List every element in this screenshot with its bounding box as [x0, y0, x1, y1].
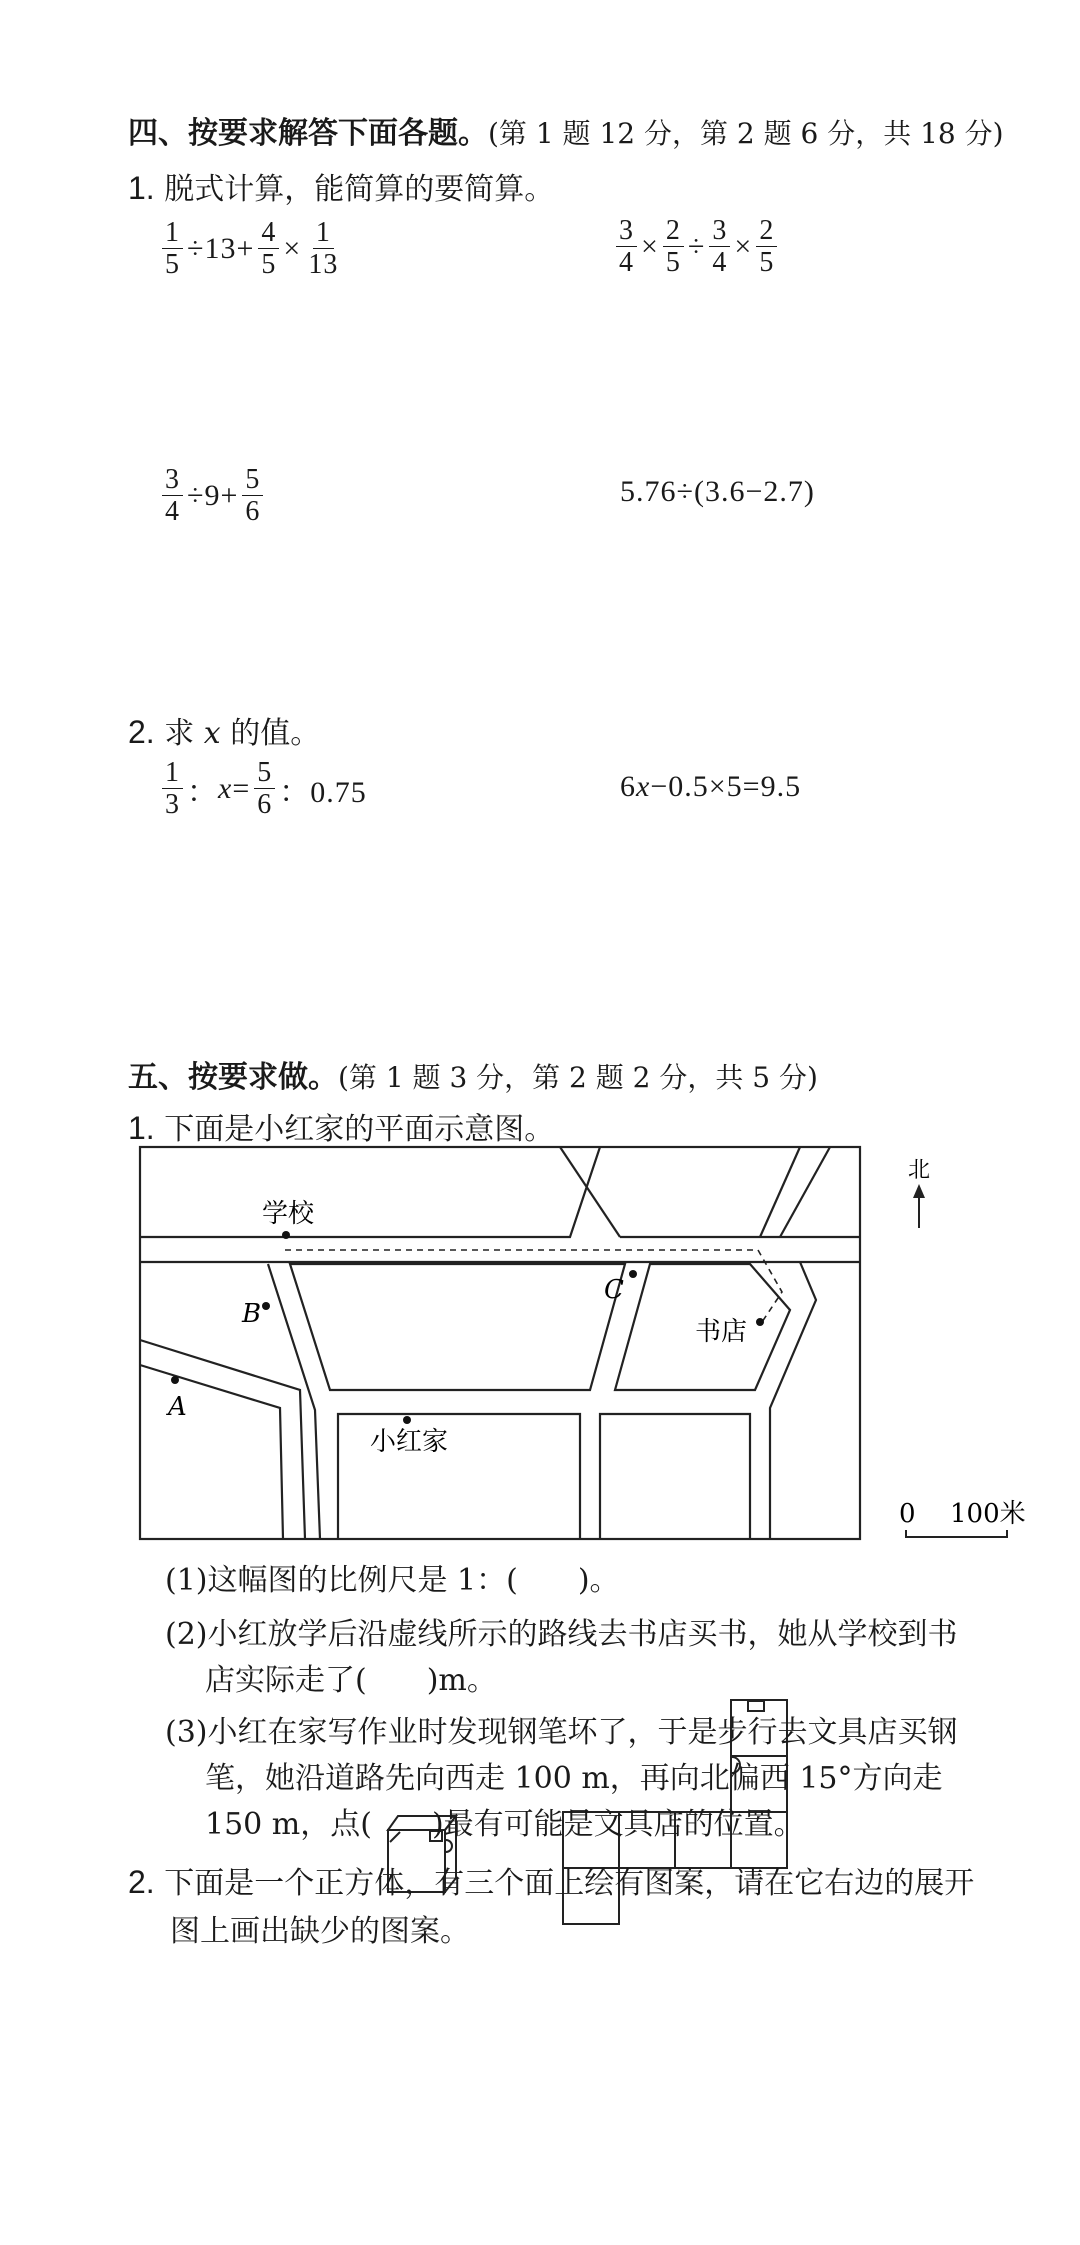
s4-q2-var: x — [203, 716, 221, 751]
s4-q1-number: 1. — [128, 170, 155, 206]
s5-q1-sub1: (1)这幅图的比例尺是 1：( )。 — [165, 1563, 620, 1598]
expr-text: 5.76÷(3.6−2.7) — [620, 475, 815, 508]
s4-q2-text-pre: 求 — [164, 716, 195, 751]
numerator: 3 — [709, 216, 730, 247]
school-dot — [282, 1231, 290, 1239]
north-arrow-icon — [913, 1184, 925, 1228]
numerator: 5 — [242, 465, 263, 496]
s4-q1-text: 脱式计算，能简算的要简算。 — [164, 172, 555, 207]
road-edge — [140, 1147, 600, 1237]
numerator: 1 — [162, 758, 183, 789]
s5-q1-sub3-line2: 笔，她沿道路先向西走 100 m，再向北偏西 15°方向走 — [205, 1761, 943, 1796]
block-bottom-right — [600, 1414, 750, 1539]
denominator: 3 — [165, 789, 180, 821]
label-point-b: B — [242, 1299, 262, 1329]
denominator: 6 — [257, 789, 273, 821]
numerator: 2 — [756, 216, 777, 247]
numerator: 3 — [162, 465, 183, 496]
label-bookstore: 书店 — [695, 1317, 748, 1347]
point-a-dot — [171, 1376, 179, 1384]
numerator: 1 — [162, 218, 183, 249]
numerator: 4 — [258, 218, 279, 249]
variable-x: x — [636, 770, 651, 803]
s5-q2-number: 2. — [128, 1864, 155, 1900]
s5-q1-sub3-line3: 150 m，点( )最有可能是文具店的位置。 — [205, 1807, 804, 1842]
s5-q1-number: 1. — [128, 1110, 155, 1146]
numerator: 3 — [616, 216, 637, 247]
s5-q1-sub2-line1: (2)小红放学后沿虚线所示的路线去书店买书，她从学校到书 — [165, 1617, 958, 1652]
s4-q2-text-post: 的值。 — [230, 716, 321, 751]
s5-q2-line1 — [128, 1858, 974, 1902]
bookstore-dot — [756, 1318, 764, 1326]
scale-bar — [906, 1530, 1007, 1537]
s5-q1-sub2-line2: 店实际走了( )m。 — [205, 1663, 497, 1698]
numerator: 2 — [663, 216, 684, 247]
expr-text: ÷9+ — [187, 478, 239, 512]
block-middle — [290, 1264, 625, 1390]
s5-q1-sub3-line1: (3)小红在家写作业时发现钢笔坏了，于是步行去文具店买钢 — [165, 1715, 958, 1750]
expr-text: × — [641, 229, 659, 263]
point-b-dot — [262, 1302, 270, 1310]
denominator: 5 — [665, 247, 681, 279]
s5-q1-text: 下面是小红家的平面示意图。 — [164, 1112, 555, 1147]
expr-text: −0.5×5=9.5 — [650, 770, 802, 803]
expr-text: ：0.75 — [279, 775, 367, 809]
expr-text: × — [734, 229, 753, 263]
denominator: 4 — [712, 247, 728, 279]
denominator: 4 — [165, 496, 180, 528]
label-point-c: C — [604, 1275, 624, 1305]
label-point-a: A — [168, 1392, 187, 1422]
road-edge — [780, 1147, 830, 1237]
denominator: 4 — [619, 247, 634, 279]
map-roads — [140, 1147, 860, 1539]
expr-text: ： — [187, 775, 218, 809]
scale-length: 100米 — [950, 1499, 1026, 1529]
numerator: 5 — [254, 758, 275, 789]
road-edge — [268, 1264, 320, 1539]
denominator: 5 — [165, 249, 180, 281]
s5-q2-text-1: 下面是一个正方体，有三个面上绘有图案，请在它右边的展开 — [164, 1866, 975, 1901]
denominator: 5 — [759, 247, 775, 279]
point-c-dot — [629, 1270, 637, 1278]
road-edge — [140, 1365, 283, 1539]
home-dot — [403, 1416, 411, 1424]
denominator: 5 — [261, 249, 277, 281]
expr-text: ÷13+ — [187, 231, 255, 265]
section5-title: 五、按要求做。 — [128, 1060, 338, 1095]
map-border — [140, 1147, 860, 1539]
section4-points: (第 1 题 12 分，第 2 题 6 分，共 18 分) — [488, 117, 1004, 150]
label-home: 小红家 — [370, 1427, 449, 1457]
s5-q2-line2: 图上画出缺少的图案。 — [170, 1914, 470, 1949]
scale-zero: 0 — [899, 1499, 916, 1529]
s4-q2-number: 2. — [128, 714, 155, 750]
label-school: 学校 — [262, 1199, 315, 1229]
road-edge — [760, 1147, 800, 1237]
numerator: 1 — [313, 218, 334, 249]
expr-text: ÷ — [687, 229, 706, 263]
expr-text: = — [232, 771, 251, 805]
denominator: 6 — [245, 496, 261, 528]
expr-text: 6 — [620, 770, 636, 803]
section4-title: 四、按要求解答下面各题。 — [128, 116, 488, 151]
road-edge — [560, 1147, 620, 1237]
road-edge — [770, 1262, 816, 1539]
north-label: 北 — [908, 1158, 931, 1183]
variable-x: x — [218, 771, 233, 805]
denominator: 13 — [308, 249, 339, 281]
section5-points: (第 1 题 3 分，第 2 题 2 分，共 5 分) — [338, 1061, 818, 1094]
expr-text: × — [283, 231, 302, 265]
